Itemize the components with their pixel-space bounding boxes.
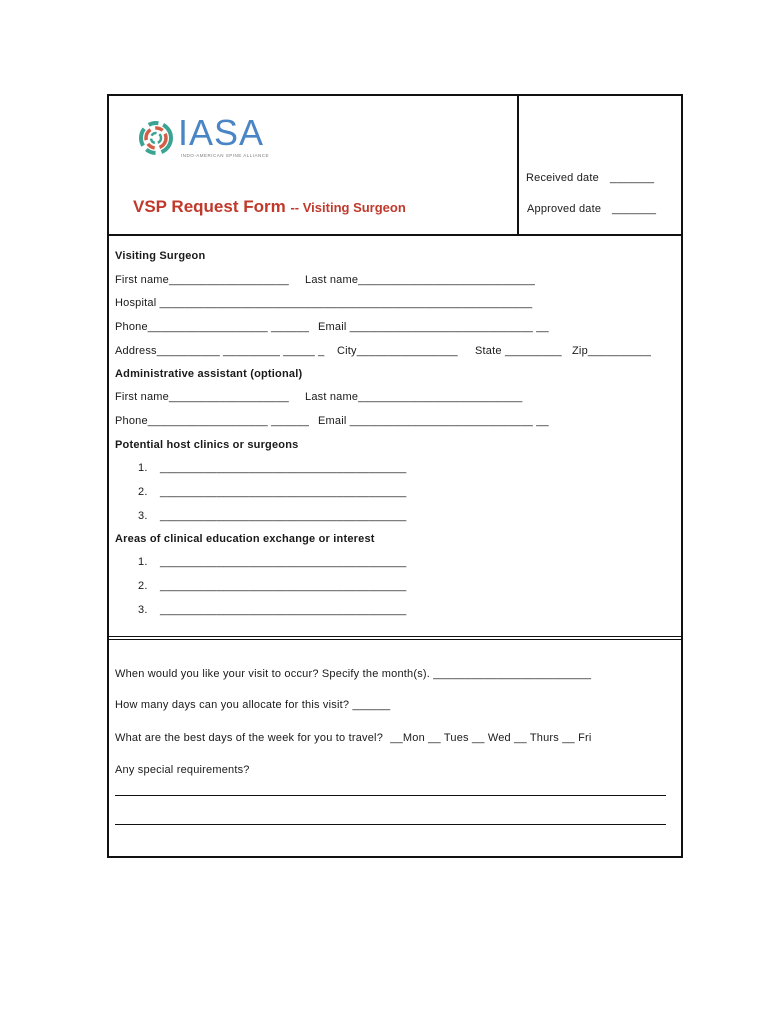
surgeon-first-name-field[interactable]: First name___________________ (115, 274, 289, 286)
received-date-label: Received date (526, 172, 599, 184)
surgeon-zip-field[interactable]: Zip__________ (572, 345, 652, 357)
host-clinic-field[interactable]: _______________________________________ (160, 510, 407, 522)
admin-assistant-heading: Administrative assistant (optional) (115, 368, 303, 380)
host-clinic-number: 3. (138, 510, 148, 522)
clinical-area-field[interactable]: _______________________________________ (160, 580, 407, 592)
form-title-sub: -- Visiting Surgeon (290, 200, 406, 215)
clinical-area-field[interactable]: _______________________________________ (160, 556, 407, 568)
visit-days-question[interactable]: How many days can you allocate for this visit? ______ (115, 699, 391, 711)
logo-subtitle: INDO-AMERICAN SPINE ALLIANCE (181, 153, 270, 158)
received-date-field[interactable]: _______ (610, 172, 655, 184)
surgeon-address-field[interactable]: Address__________ _________ _____ _ (115, 345, 325, 357)
header-divider (517, 94, 519, 234)
host-clinic-field[interactable]: _______________________________________ (160, 486, 407, 498)
special-requirements-line[interactable] (115, 824, 666, 825)
form-title (133, 197, 406, 217)
host-clinic-field[interactable]: _______________________________________ (160, 462, 407, 474)
surgeon-last-name-field[interactable]: Last name____________________________ (305, 274, 536, 286)
travel-days-options[interactable]: __Mon __ Tues __ Wed __ Thurs __ Fri (390, 732, 592, 744)
travel-days-question (115, 732, 592, 744)
special-requirements-question: Any special requirements? (115, 764, 250, 776)
assistant-phone-field[interactable]: Phone___________________ ______ (115, 415, 310, 427)
host-clinic-number: 2. (138, 486, 148, 498)
surgeon-city-field[interactable]: City________________ (337, 345, 458, 357)
special-requirements-line[interactable] (115, 795, 666, 796)
clinical-area-number: 1. (138, 556, 148, 568)
form-title-main: VSP Request Form (133, 197, 286, 216)
travel-days-label: What are the best days of the week for you to travel? (115, 732, 384, 744)
surgeon-state-field[interactable]: State _________ (475, 345, 562, 357)
clinical-area-field[interactable]: _______________________________________ (160, 604, 407, 616)
visiting-surgeon-heading: Visiting Surgeon (115, 250, 206, 262)
section-divider-top (107, 636, 683, 637)
host-clinics-heading: Potential host clinics or surgeons (115, 439, 299, 451)
assistant-first-name-field[interactable]: First name___________________ (115, 391, 289, 403)
header-bottom-rule (107, 234, 683, 236)
approved-date-label: Approved date (527, 203, 602, 215)
assistant-email-field[interactable]: Email _____________________________ __ (318, 415, 549, 427)
surgeon-hospital-field[interactable]: Hospital ___________________________________________________________ (115, 297, 533, 309)
visit-month-question[interactable]: When would you like your visit to occur? Specify the month(s). _________________________ (115, 668, 592, 680)
approved-date-field[interactable]: _______ (612, 203, 657, 215)
section-divider-bottom (107, 639, 683, 640)
surgeon-phone-field[interactable]: Phone___________________ ______ (115, 321, 310, 333)
clinical-area-number: 2. (138, 580, 148, 592)
clinical-areas-heading: Areas of clinical education exchange or interest (115, 533, 375, 545)
host-clinic-number: 1. (138, 462, 148, 474)
clinical-area-number: 3. (138, 604, 148, 616)
assistant-last-name-field[interactable]: Last name__________________________ (305, 391, 523, 403)
logo-wordmark: IASA (178, 112, 265, 153)
surgeon-email-field[interactable]: Email _____________________________ __ (318, 321, 549, 333)
